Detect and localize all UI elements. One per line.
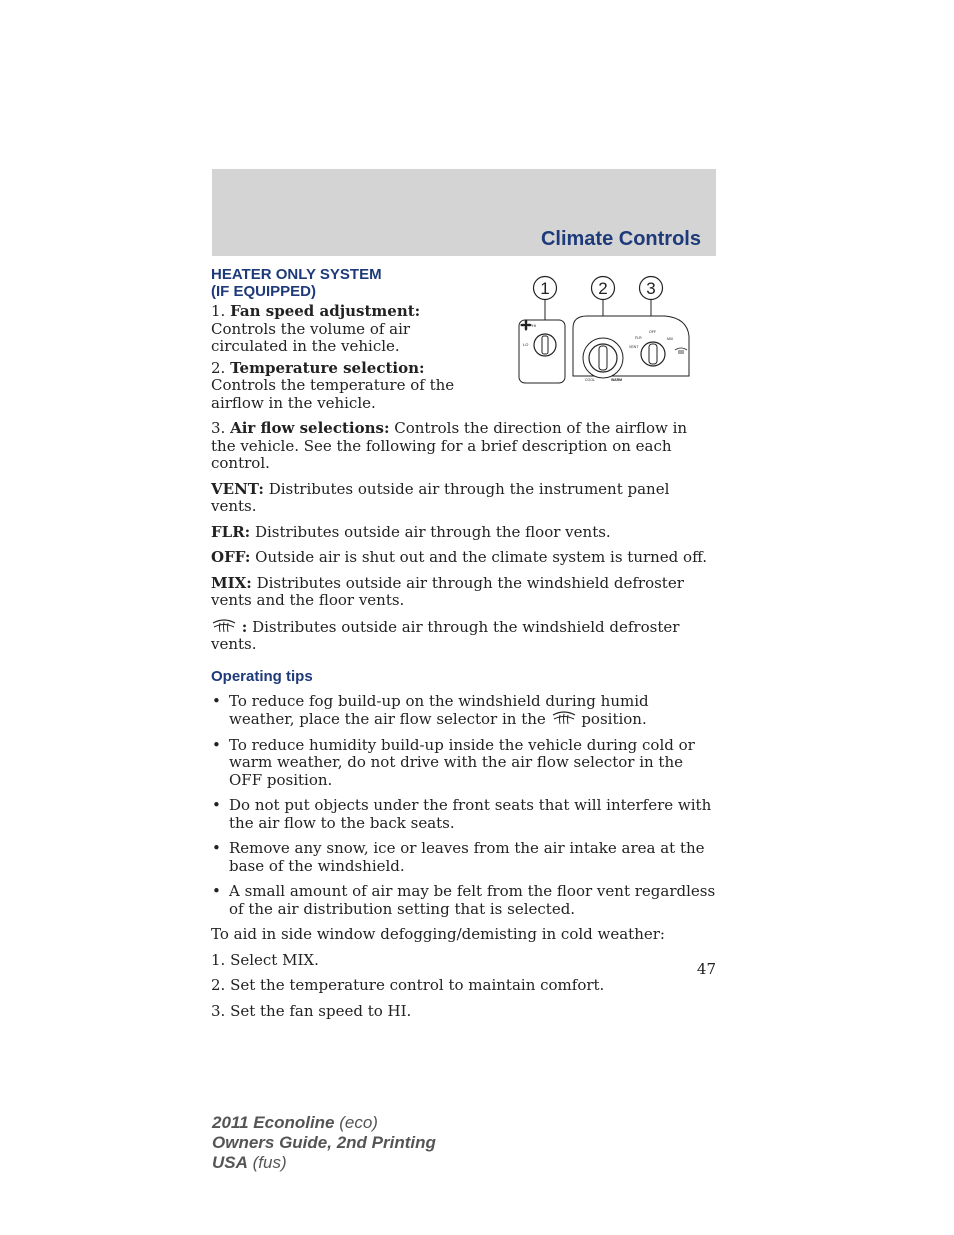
svg-text:COOL: COOL [585, 378, 595, 382]
footer: 2011 Econoline (eco) Owners Guide, 2nd Printing USA (fus) [212, 1113, 436, 1172]
item-fan-speed: 1. Fan speed adjustment: Controls the volume of air circulated in the vehicle. [211, 302, 421, 355]
svg-text:HI: HI [532, 323, 536, 328]
intro-block [211, 266, 481, 412]
heater-panel-illustration [517, 276, 689, 382]
mode-mix: MIX: Distributes outside air through the windshield defroster vents and the floor vents. [211, 573, 684, 609]
mode-flr: FLR: Distributes outside air through the floor vents. [211, 522, 611, 541]
defrost-icon [211, 618, 237, 634]
svg-text:FLR: FLR [635, 336, 642, 340]
list-item: • A small amount of air may be felt from the floor vent regardless of the air distribution setting that is selected. [212, 882, 716, 918]
section-title: HEATER ONLY SYSTEM (IF EQUIPPED) [211, 266, 382, 300]
svg-text:LO: LO [523, 342, 529, 347]
tips-list [211, 693, 716, 919]
svg-text:VENT: VENT [629, 345, 639, 349]
header-band [212, 169, 716, 256]
defog-step-2: 2. Set the temperature control to maintain comfort. [211, 976, 605, 994]
defrost-icon [551, 710, 577, 726]
svg-text:MIX: MIX [667, 337, 674, 341]
main-content [211, 266, 716, 1028]
defog-intro: To aid in side window defogging/demisting in cold weather: [211, 925, 665, 943]
defog-step-3: 3. Set the fan speed to HI. [211, 1001, 412, 1020]
item-air-flow: 3. Air flow selections: Controls the direction of the airflow in the vehicle. See the following for a brief description on each control. [211, 419, 688, 472]
tips-title: Operating tips [211, 667, 313, 685]
page-title: Climate Controls [540, 228, 701, 250]
callout-2: 2 [598, 279, 608, 298]
mode-off: OFF: Outside air is shut out and the climate system is turned off. [211, 548, 707, 566]
list-item: • Remove any snow, ice or leaves from the air intake area at the base of the windshield. [212, 839, 705, 875]
climate-control-figure [517, 276, 689, 382]
callout-1: 1 [540, 279, 550, 298]
callout-3: 3 [646, 279, 656, 298]
list-item: • To reduce humidity build-up inside the vehicle during cold or warm weather, do not drive with the air flow selector in the OFF position. [212, 735, 695, 789]
defog-step-1: 1. Select MIX. [211, 950, 319, 969]
page-number: 47 [696, 960, 716, 978]
svg-text:WARM: WARM [611, 378, 623, 382]
item-temperature: 2. Temperature selection: Controls the temperature of the airflow in the vehicle. [211, 358, 455, 412]
mode-defrost: : Distributes outside air through the windshield defroster vents. [211, 617, 680, 653]
list-item: • Do not put objects under the front seats that will interfere with the air flow to the back seats. [212, 796, 712, 832]
list-item: • To reduce fog build-up on the windshield during humid weather, place the air flow selector in the position. [212, 691, 649, 728]
mode-vent: VENT: Distributes outside air through the instrument panel vents. [211, 479, 670, 515]
svg-text:OFF: OFF [649, 330, 656, 334]
